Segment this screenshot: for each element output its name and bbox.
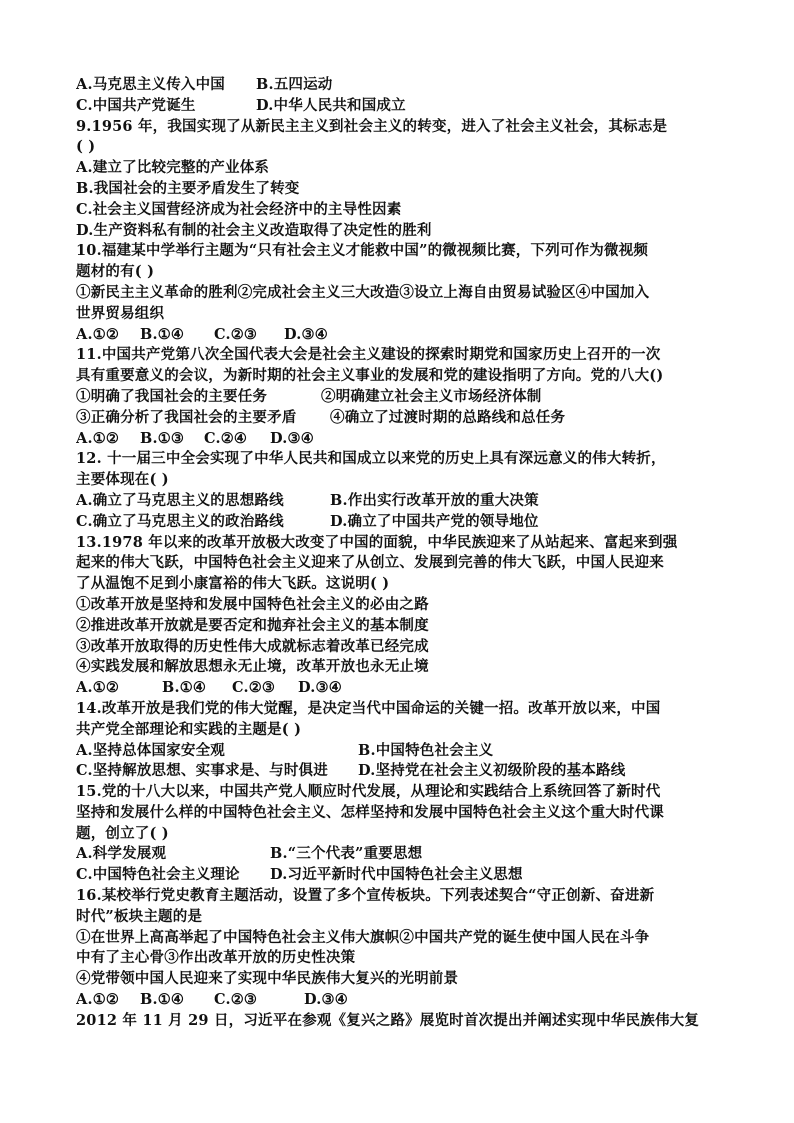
- exam-page: [76, 75, 726, 1032]
- q11-item-4: ④确立了过渡时期的总路线和总任务: [330, 408, 566, 426]
- q9-option-d: D.生产资料私有制的社会主义改造取得了决定性的胜利: [76, 221, 432, 239]
- q15-options-row-1: [76, 844, 726, 865]
- q16-stem-line-1: 16.某校举行党史教育主题活动，设置了多个宣传板块。下列表述契合“守正创新、奋进新: [76, 887, 655, 905]
- q13-option-d: D.③④: [298, 679, 342, 697]
- q11-items-row-1: [76, 387, 726, 408]
- q16-items-line-1: ①在世界上高高举起了中国特色社会主义伟大旗帜②中国共产党的诞生使中国人民在斗争: [76, 928, 650, 946]
- q12-option-c: C.确立了马克思主义的政治路线: [76, 512, 284, 530]
- q11-item-1: ①明确了我国社会的主要任务: [76, 387, 268, 405]
- q11-item-3: ③正确分析了我国社会的主要矛盾: [76, 408, 297, 426]
- q14-option-c: C.坚持解放思想、实事求是、与时俱进: [76, 762, 328, 780]
- q12-option-b: B.作出实行改革开放的重大决策: [330, 491, 539, 509]
- q10-option-c: C.②③: [214, 325, 258, 343]
- q10-stem-line-1: 10.福建某中学举行主题为“只有社会主义才能救中国”的微视频比赛，下列可作为微视频: [76, 242, 649, 260]
- q8-option-d: D.中华人民共和国成立: [256, 96, 406, 114]
- q8-option-a: A.马克思主义传入中国: [76, 76, 225, 93]
- q11-option-a: A.①②: [76, 429, 120, 447]
- q11-option-b: B.①③: [140, 429, 185, 447]
- q16-stem-line-2: 时代”板块主题的是: [76, 907, 203, 925]
- q15-stem-line-2: 坚持和发展什么样的中国特色社会主义、怎样坚持和发展中国特色社会主义这个重大时代课: [76, 803, 664, 821]
- q13-option-b: B.①④: [162, 679, 207, 697]
- q11-options-row: [76, 429, 726, 450]
- q13-option-c: C.②③: [232, 679, 276, 697]
- q13-stem-line-3: 了从温饱不足到小康富裕的伟大飞跃。这说明( ): [76, 575, 390, 593]
- q16-option-a: A.①②: [76, 991, 120, 1009]
- q14-option-b: B.中国特色社会主义: [358, 741, 494, 759]
- q14-option-a: A.坚持总体国家安全观: [76, 741, 225, 759]
- q10-items-line-1: ①新民主主义革命的胜利②完成社会主义三大改造③设立上海自由贸易试验区④中国加入: [76, 283, 650, 301]
- q12-option-a: A.确立了马克思主义的思想路线: [76, 491, 284, 509]
- q8-options-row-2: [76, 96, 726, 117]
- q8-option-b: B.五四运动: [256, 76, 333, 93]
- next-question-stem-line-1: 2012 年 11 月 29 日，习近平在参观《复兴之路》展览时首次提出并阐述实现中华民族伟大复: [76, 1011, 700, 1029]
- q13-item-4: ④实践发展和解放思想永无止境，改革开放也永无止境: [76, 658, 429, 676]
- q11-option-d: D.③④: [270, 429, 314, 447]
- q8-option-c: C.中国共产党诞生: [76, 96, 196, 114]
- q10-items-line-2: 世界贸易组织: [76, 304, 165, 322]
- q13-options-row: [76, 678, 726, 699]
- q12-stem-line-2: 主要体现在( ): [76, 471, 169, 489]
- q10-option-d: D.③④: [284, 325, 328, 343]
- q15-options-row-2: [76, 865, 726, 886]
- q16-option-d: D.③④: [304, 991, 348, 1009]
- q14-option-d: D.坚持党在社会主义初级阶段的基本路线: [358, 762, 626, 780]
- q10-options-row: [76, 325, 726, 346]
- q13-option-a: A.①②: [76, 679, 120, 697]
- q8-options-row-1: [76, 75, 726, 96]
- q15-option-b: B.“三个代表”重要思想: [270, 845, 423, 863]
- q10-stem-line-2: 题材的有( ): [76, 263, 155, 281]
- q16-option-c: C.②③: [214, 991, 258, 1009]
- q15-stem-line-3: 题，创立了( ): [76, 824, 169, 842]
- q16-options-row: [76, 990, 726, 1011]
- q13-item-3: ③改革开放取得的历史性伟大成就标志着改革已经完成: [76, 637, 429, 655]
- q9-option-c: C.社会主义国营经济成为社会经济中的主导性因素: [76, 200, 402, 218]
- q16-option-b: B.①④: [140, 991, 185, 1009]
- q12-options-row-1: [76, 491, 726, 512]
- q14-options-row-1: [76, 741, 726, 762]
- q10-option-b: B.①④: [140, 325, 185, 343]
- q9-stem-line-1: 9.1956 年，我国实现了从新民主主义到社会主义的转变，进入了社会主义社会，其标志是: [76, 117, 668, 135]
- q13-item-1: ①改革开放是坚持和发展中国特色社会主义的必由之路: [76, 595, 429, 613]
- q13-stem-line-2: 起来的伟大飞跃，中国特色社会主义迎来了从创立、发展到完善的伟大飞跃，中国人民迎来: [76, 554, 664, 572]
- q10-option-a: A.①②: [76, 325, 120, 343]
- q15-option-a: A.科学发展观: [76, 845, 167, 863]
- q9-option-b: B.我国社会的主要矛盾发生了转变: [76, 179, 300, 197]
- q14-options-row-2: [76, 761, 726, 782]
- q12-options-row-2: [76, 512, 726, 533]
- q15-option-c: C.中国特色社会主义理论: [76, 866, 240, 884]
- q11-stem-line-1: 11.中国共产党第八次全国代表大会是社会主义建设的探索时期党和国家历史上召开的一次: [76, 346, 661, 364]
- q14-stem-line-2: 共产党全部理论和实践的主题是( ): [76, 720, 302, 738]
- q12-option-d: D.确立了中国共产党的领导地位: [330, 512, 539, 530]
- q16-items-line-3: ④党带领中国人民迎来了实现中华民族伟大复兴的光明前景: [76, 970, 459, 988]
- q11-stem-line-2: 具有重要意义的会议，为新时期的社会主义事业的发展和党的建设指明了方向。党的八大(): [76, 367, 664, 385]
- q15-stem-line-1: 15.党的十八大以来，中国共产党人顺应时代发展，从理论和实践结合上系统回答了新时代: [76, 783, 661, 801]
- q15-option-d: D.习近平新时代中国特色社会主义思想: [270, 866, 523, 884]
- q9-stem-line-2: ( ): [76, 138, 96, 156]
- q13-item-2: ②推进改革开放就是要否定和抛弃社会主义的基本制度: [76, 616, 429, 634]
- q11-item-2: ②明确建立社会主义市场经济体制: [321, 387, 542, 405]
- q12-stem-line-1: 12. 十一届三中全会实现了中华人民共和国成立以来党的历史上具有深远意义的伟大转折，: [76, 450, 666, 468]
- q11-option-c: C.②④: [204, 429, 248, 447]
- q11-items-row-2: [76, 408, 726, 429]
- q13-stem-line-1: 13.1978 年以来的改革开放极大改变了中国的面貌，中华民族迎来了从站起来、富起来到强: [76, 533, 678, 551]
- q14-stem-line-1: 14.改革开放是我们党的伟大觉醒，是决定当代中国命运的关键一招。改革开放以来，中国: [76, 699, 661, 717]
- q9-option-a: A.建立了比较完整的产业体系: [76, 159, 270, 177]
- q16-items-line-2: 中有了主心骨③作出改革开放的历史性决策: [76, 949, 356, 967]
